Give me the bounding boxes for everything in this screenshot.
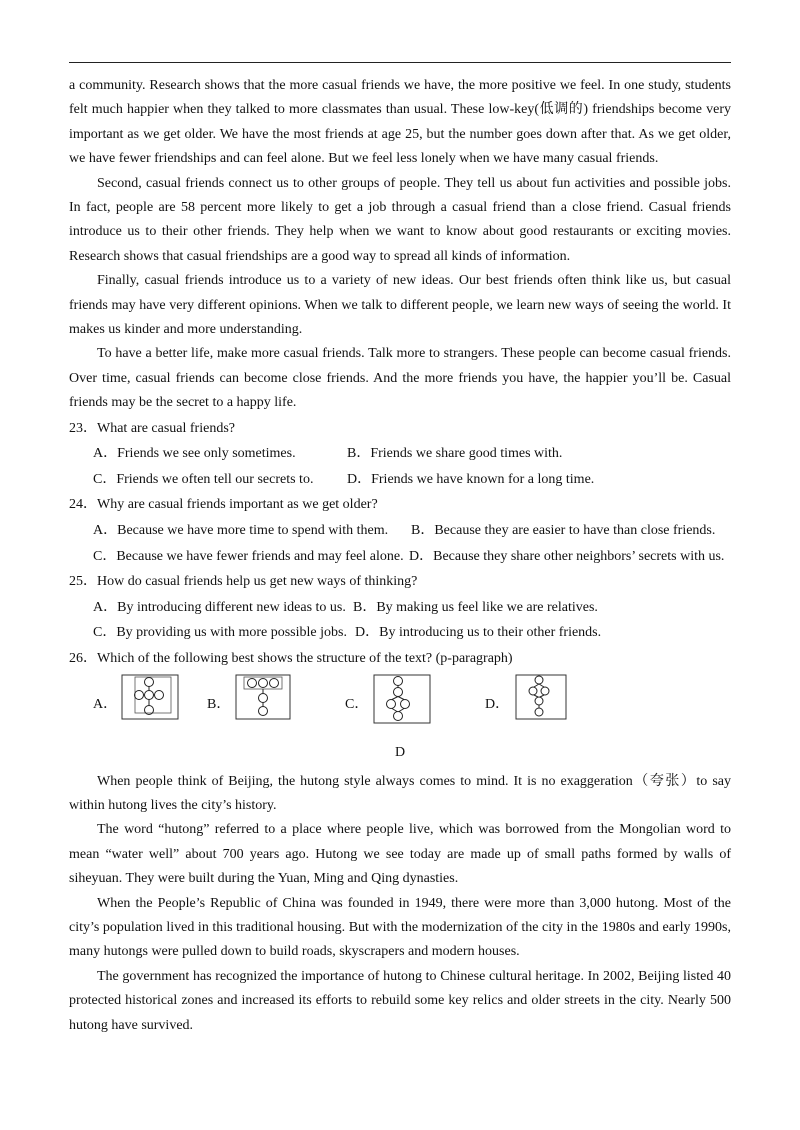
passage-paragraph: When people think of Beijing, the hutong style always comes to mind. It is no exaggeration（夸张）to say within hutong lives the city’s history.	[69, 773, 731, 814]
passage-paragraph: Second, casual friends connect us to other groups of people. They tell us about fun activities and possible jobs. In fact, people are 58 percent more likely to get a job through a casual friend than a close friend. Casual friends introduce us to their other friends. They help when we want to know about good restaurants or exciting movies. Research shows that casual friendships are a good way to spread all kinds of information.	[69, 175, 731, 264]
exam-page	[69, 74, 731, 1038]
figure-label-a: A．	[93, 696, 118, 712]
options-row	[69, 441, 731, 467]
option-c: C．Friends we often tell our secrets to.	[93, 471, 314, 487]
question-stem: 26．Which of the following best shows the structure of the text? (p-paragraph)	[69, 651, 513, 667]
option-d: D．By introducing us to their other friends.	[355, 625, 602, 641]
section-letter: D	[394, 744, 406, 760]
passage-paragraph: Finally, casual friends introduce us to a variety of new ideas. Our best friends often think like us, but casual friends may have very different opinions. When we talk to different people, we learn new ways of seeing the world. It makes us kinder and more understanding.	[69, 273, 731, 338]
option-a: A．Because we have more time to spend with them.	[93, 523, 389, 539]
structure-diagram-a	[121, 674, 179, 720]
header-rule	[69, 62, 731, 63]
option-c: C．Because we have fewer friends and may feel alone.	[93, 548, 404, 564]
option-b: B．By making us feel like we are relatives.	[353, 599, 598, 615]
passage-paragraph: The government has recognized the importance of hutong to Chinese cultural heritage. In 2002, Beijing listed 40 protected historical zones and increased its efforts to rebuild some key relics and older streets in the city. Nearly 500 hutong have survived.	[69, 968, 731, 1033]
options-row	[69, 620, 731, 646]
question-stem: 23．What are casual friends?	[69, 420, 235, 436]
passage-paragraph: To have a better life, make more casual friends. Talk more to strangers. These people can become casual friends. Over time, casual friends can become close friends. And the more friends you have, the happier you’ll be. Casual friends may be the secret to a happy life.	[69, 346, 731, 411]
option-a: A．Friends we see only sometimes.	[93, 446, 296, 462]
option-d: D．Friends we have known for a long time.	[347, 471, 595, 487]
passage-paragraph: The word “hutong” referred to a place where people live, which was borrowed from the Mongolian word to mean “water well” about 700 years ago. Hutong we see today are made up of small paths formed by walls of siheyuan. They were built during the Yuan, Ming and Qing dynasties.	[69, 822, 731, 887]
passage-paragraph: When the People’s Republic of China was founded in 1949, there were more than 3,000 hutong. Most of the city’s population lived in this traditional housing. But with the modernization of the city in the 1980s and early 1990s, many hutongs were pulled down to build roads, skyscrapers and modern houses.	[69, 895, 731, 960]
option-c: C．By providing us with more possible jobs.	[93, 625, 347, 641]
options-row	[69, 544, 731, 570]
question-stem: 25．How do casual friends help us get new ways of thinking?	[69, 574, 418, 590]
question-stem: 24．Why are casual friends important as we get older?	[69, 497, 378, 513]
structure-figures-row	[69, 674, 731, 736]
structure-diagram-b	[235, 674, 291, 720]
options-row	[69, 595, 731, 621]
passage-paragraph: a community. Research shows that the more casual friends we have, the more positive we feel. In one study, students felt much happier when they talked to more classmates than usual. These low-key(低调的) friendships become very important as we get older. We have the most friends at age 25, but the number goes down after that. As we get older, we have fewer friendships and can feel alone. But we feel less lonely when we have many casual friends.	[69, 78, 731, 167]
option-d: D．Because they share other neighbors’ secrets with us.	[409, 548, 725, 564]
options-row	[69, 518, 731, 544]
option-b: B．Friends we share good times with.	[347, 446, 563, 462]
figure-label-b: B．	[207, 696, 231, 712]
figure-label-c: C．	[345, 696, 369, 712]
option-b: B．Because they are easier to have than close friends.	[411, 523, 716, 539]
figure-label-d: D．	[485, 696, 510, 712]
options-row	[69, 467, 731, 493]
structure-diagram-c	[373, 674, 431, 724]
option-a: A．By introducing different new ideas to us.	[93, 599, 346, 615]
structure-diagram-d	[515, 674, 567, 720]
